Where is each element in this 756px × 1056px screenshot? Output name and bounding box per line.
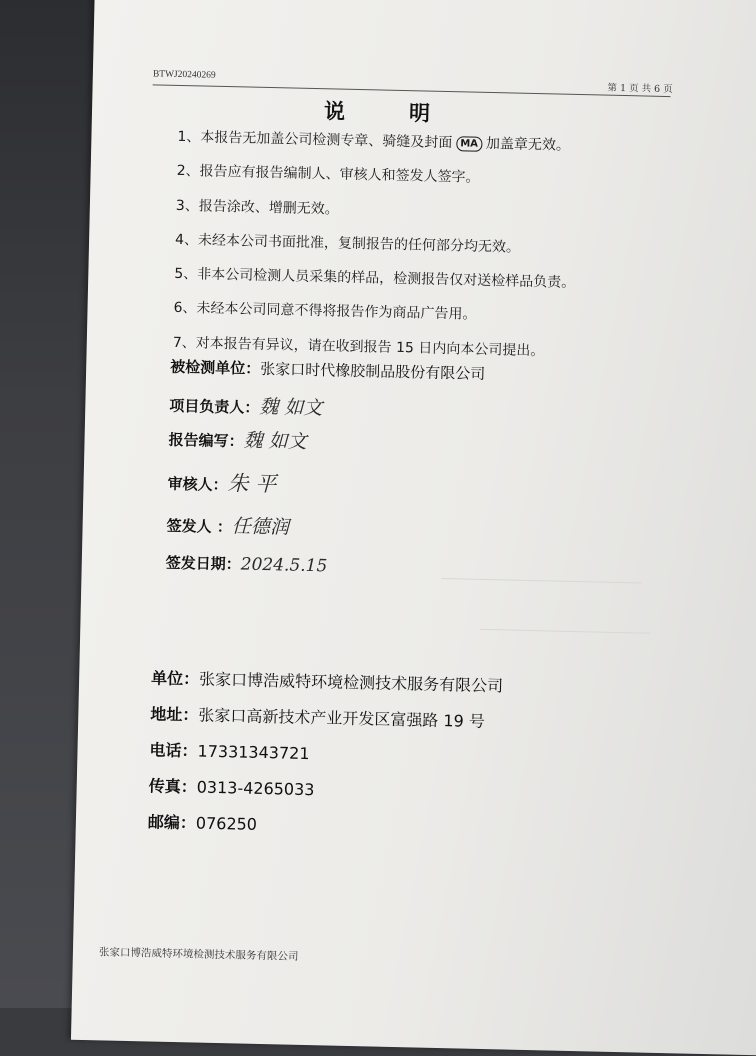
issuer-field xyxy=(166,510,482,559)
address-value: 张家口高新技术产业开发区富强路 19 号 xyxy=(198,705,486,732)
leader-signature: 魏 如文 xyxy=(259,395,323,420)
field-label: 签发日期： xyxy=(165,553,241,574)
report-page xyxy=(71,0,756,1056)
phone-value: 17331343721 xyxy=(197,741,310,764)
contact-label: 单位： xyxy=(150,668,200,689)
fax-value: 0313-4265033 xyxy=(196,777,315,800)
note-text: 1、本报告无加盖公司检测专章、骑缝及封面 xyxy=(177,128,453,152)
ma-mark-icon: MA xyxy=(456,136,482,152)
report-writer-field xyxy=(168,424,484,473)
writer-signature: 魏 如文 xyxy=(243,429,307,453)
issue-date-field xyxy=(165,552,481,593)
field-label: 报告编写： xyxy=(168,430,244,451)
title-char-2: 明 xyxy=(408,101,433,126)
page-header xyxy=(153,69,673,97)
note-item: 3、报告涂改、增删无效。 xyxy=(175,197,339,218)
note-item: 7、对本报告有异议，请在收到报告 15 日内向本公司提出。 xyxy=(172,334,545,360)
page-number: 第 1 页 共 6 页 xyxy=(607,82,673,96)
report-fields xyxy=(165,356,485,593)
unit-value: 张家口博浩威特环境检测技术服务有限公司 xyxy=(198,669,504,696)
contact-block xyxy=(147,665,503,853)
notes-list xyxy=(172,126,697,378)
note-text: 加盖章无效。 xyxy=(485,135,571,154)
contact-label: 传真： xyxy=(148,776,197,797)
contact-label: 地址： xyxy=(150,704,199,725)
issuer-signature: 任德润 xyxy=(231,515,290,539)
reviewer-field xyxy=(167,466,483,517)
field-label: 审核人： xyxy=(167,474,228,495)
report-id: BTWJ20240269 xyxy=(152,69,216,81)
date-signature: 2024.5.15 xyxy=(240,554,328,577)
zip-row xyxy=(147,809,500,853)
client-name: 张家口时代橡胶制品股份有限公司 xyxy=(260,359,486,383)
field-label: 签发人 ： xyxy=(166,516,233,537)
contact-label: 邮编： xyxy=(147,812,197,833)
title-char-1: 说 xyxy=(323,99,348,124)
page-footer: 张家口博浩威特环境检测技术服务有限公司 xyxy=(98,946,299,963)
note-item: 4、未经本公司书面批准，复制报告的任何部分均无效。 xyxy=(174,231,521,256)
field-label: 项目负责人： xyxy=(169,396,260,417)
note-item: 6、未经本公司同意不得将报告作为商品广告用。 xyxy=(173,300,477,324)
contact-label: 电话： xyxy=(149,740,198,761)
zip-value: 076250 xyxy=(195,813,258,834)
note-item: 5、非本公司检测人员采集的样品，检测报告仅对送检样品负责。 xyxy=(174,266,576,292)
reviewer-signature: 朱 平 xyxy=(227,471,277,497)
page-title xyxy=(324,95,433,127)
note-item: 2、报告应有报告编制人、审核人和签发人签字。 xyxy=(176,163,480,187)
field-label: 被检测单位： xyxy=(170,357,261,378)
